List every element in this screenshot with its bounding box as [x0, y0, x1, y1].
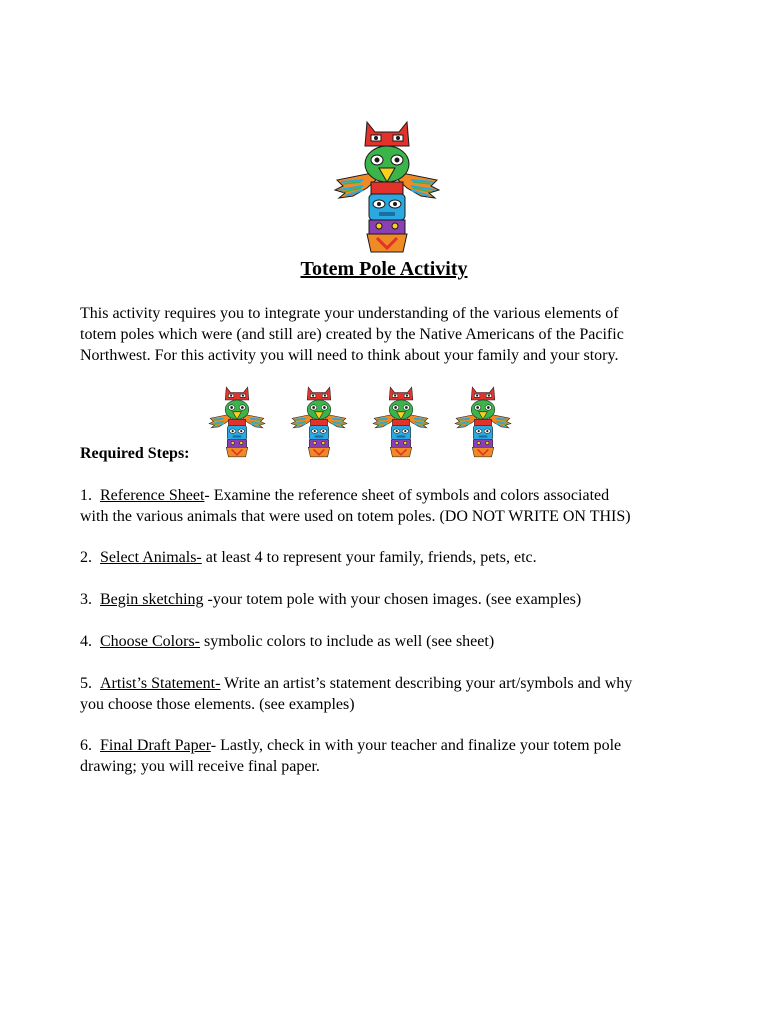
step-item [80, 589, 700, 610]
step-label: Choose Colors- [100, 633, 200, 650]
step-label: Reference Sheet [100, 487, 205, 504]
step-item [80, 547, 700, 568]
step-line [80, 631, 700, 652]
intro-line: totem poles which were (and still are) created by the Native Americans of the Pacific [80, 326, 624, 343]
step-number: 2. [80, 549, 92, 566]
intro-paragraph [80, 303, 700, 366]
step-continuation: you choose those elements. (see examples) [80, 696, 355, 713]
step-text: Write an artist’s statement describing your art/symbols and why [220, 675, 633, 692]
page-title: Totem Pole Activity [300, 258, 468, 280]
step-line [80, 589, 700, 610]
totem-pole-illustration [333, 120, 441, 254]
step-number: 6. [80, 737, 92, 754]
step-item [80, 673, 700, 715]
step-item [80, 485, 700, 527]
intro-line: Northwest. For this activity you will need to think about your family and your story. [80, 347, 619, 364]
step-dash: - [204, 487, 210, 504]
step-text: Lastly, check in with your teacher and finalize your totem pole [216, 737, 622, 754]
step-line [80, 547, 700, 568]
step-label: Final Draft Paper [100, 737, 211, 754]
step-number: 5. [80, 675, 92, 692]
step-number: 4. [80, 633, 92, 650]
step-label: Select Animals- [100, 549, 202, 566]
step-item [80, 735, 700, 777]
step-text: symbolic colors to include as well (see sheet) [200, 633, 495, 650]
step-continuation: drawing; you will receive final paper. [80, 758, 320, 775]
step-text: Examine the reference sheet of symbols and colors associated [209, 487, 610, 504]
step-line [80, 673, 700, 694]
required-steps-heading: Required Steps: [80, 445, 190, 462]
step-line [80, 485, 700, 506]
step-text: at least 4 to represent your family, friends, pets, etc. [201, 549, 537, 566]
step-label: Begin sketching [100, 591, 204, 608]
step-text: -your totem pole with your chosen images. (see examples) [203, 591, 582, 608]
step-label: Artist’s Statement- [100, 675, 221, 692]
step-number: 1. [80, 487, 92, 504]
step-dash: - [210, 737, 217, 754]
step-continuation: with the various animals that were used on totem poles. (DO NOT WRITE ON THIS) [80, 508, 631, 525]
step-item [80, 631, 700, 652]
step-number: 3. [80, 591, 92, 608]
intro-line: This activity requires you to integrate your understanding of the various elements of [80, 305, 619, 322]
step-line [80, 735, 700, 756]
